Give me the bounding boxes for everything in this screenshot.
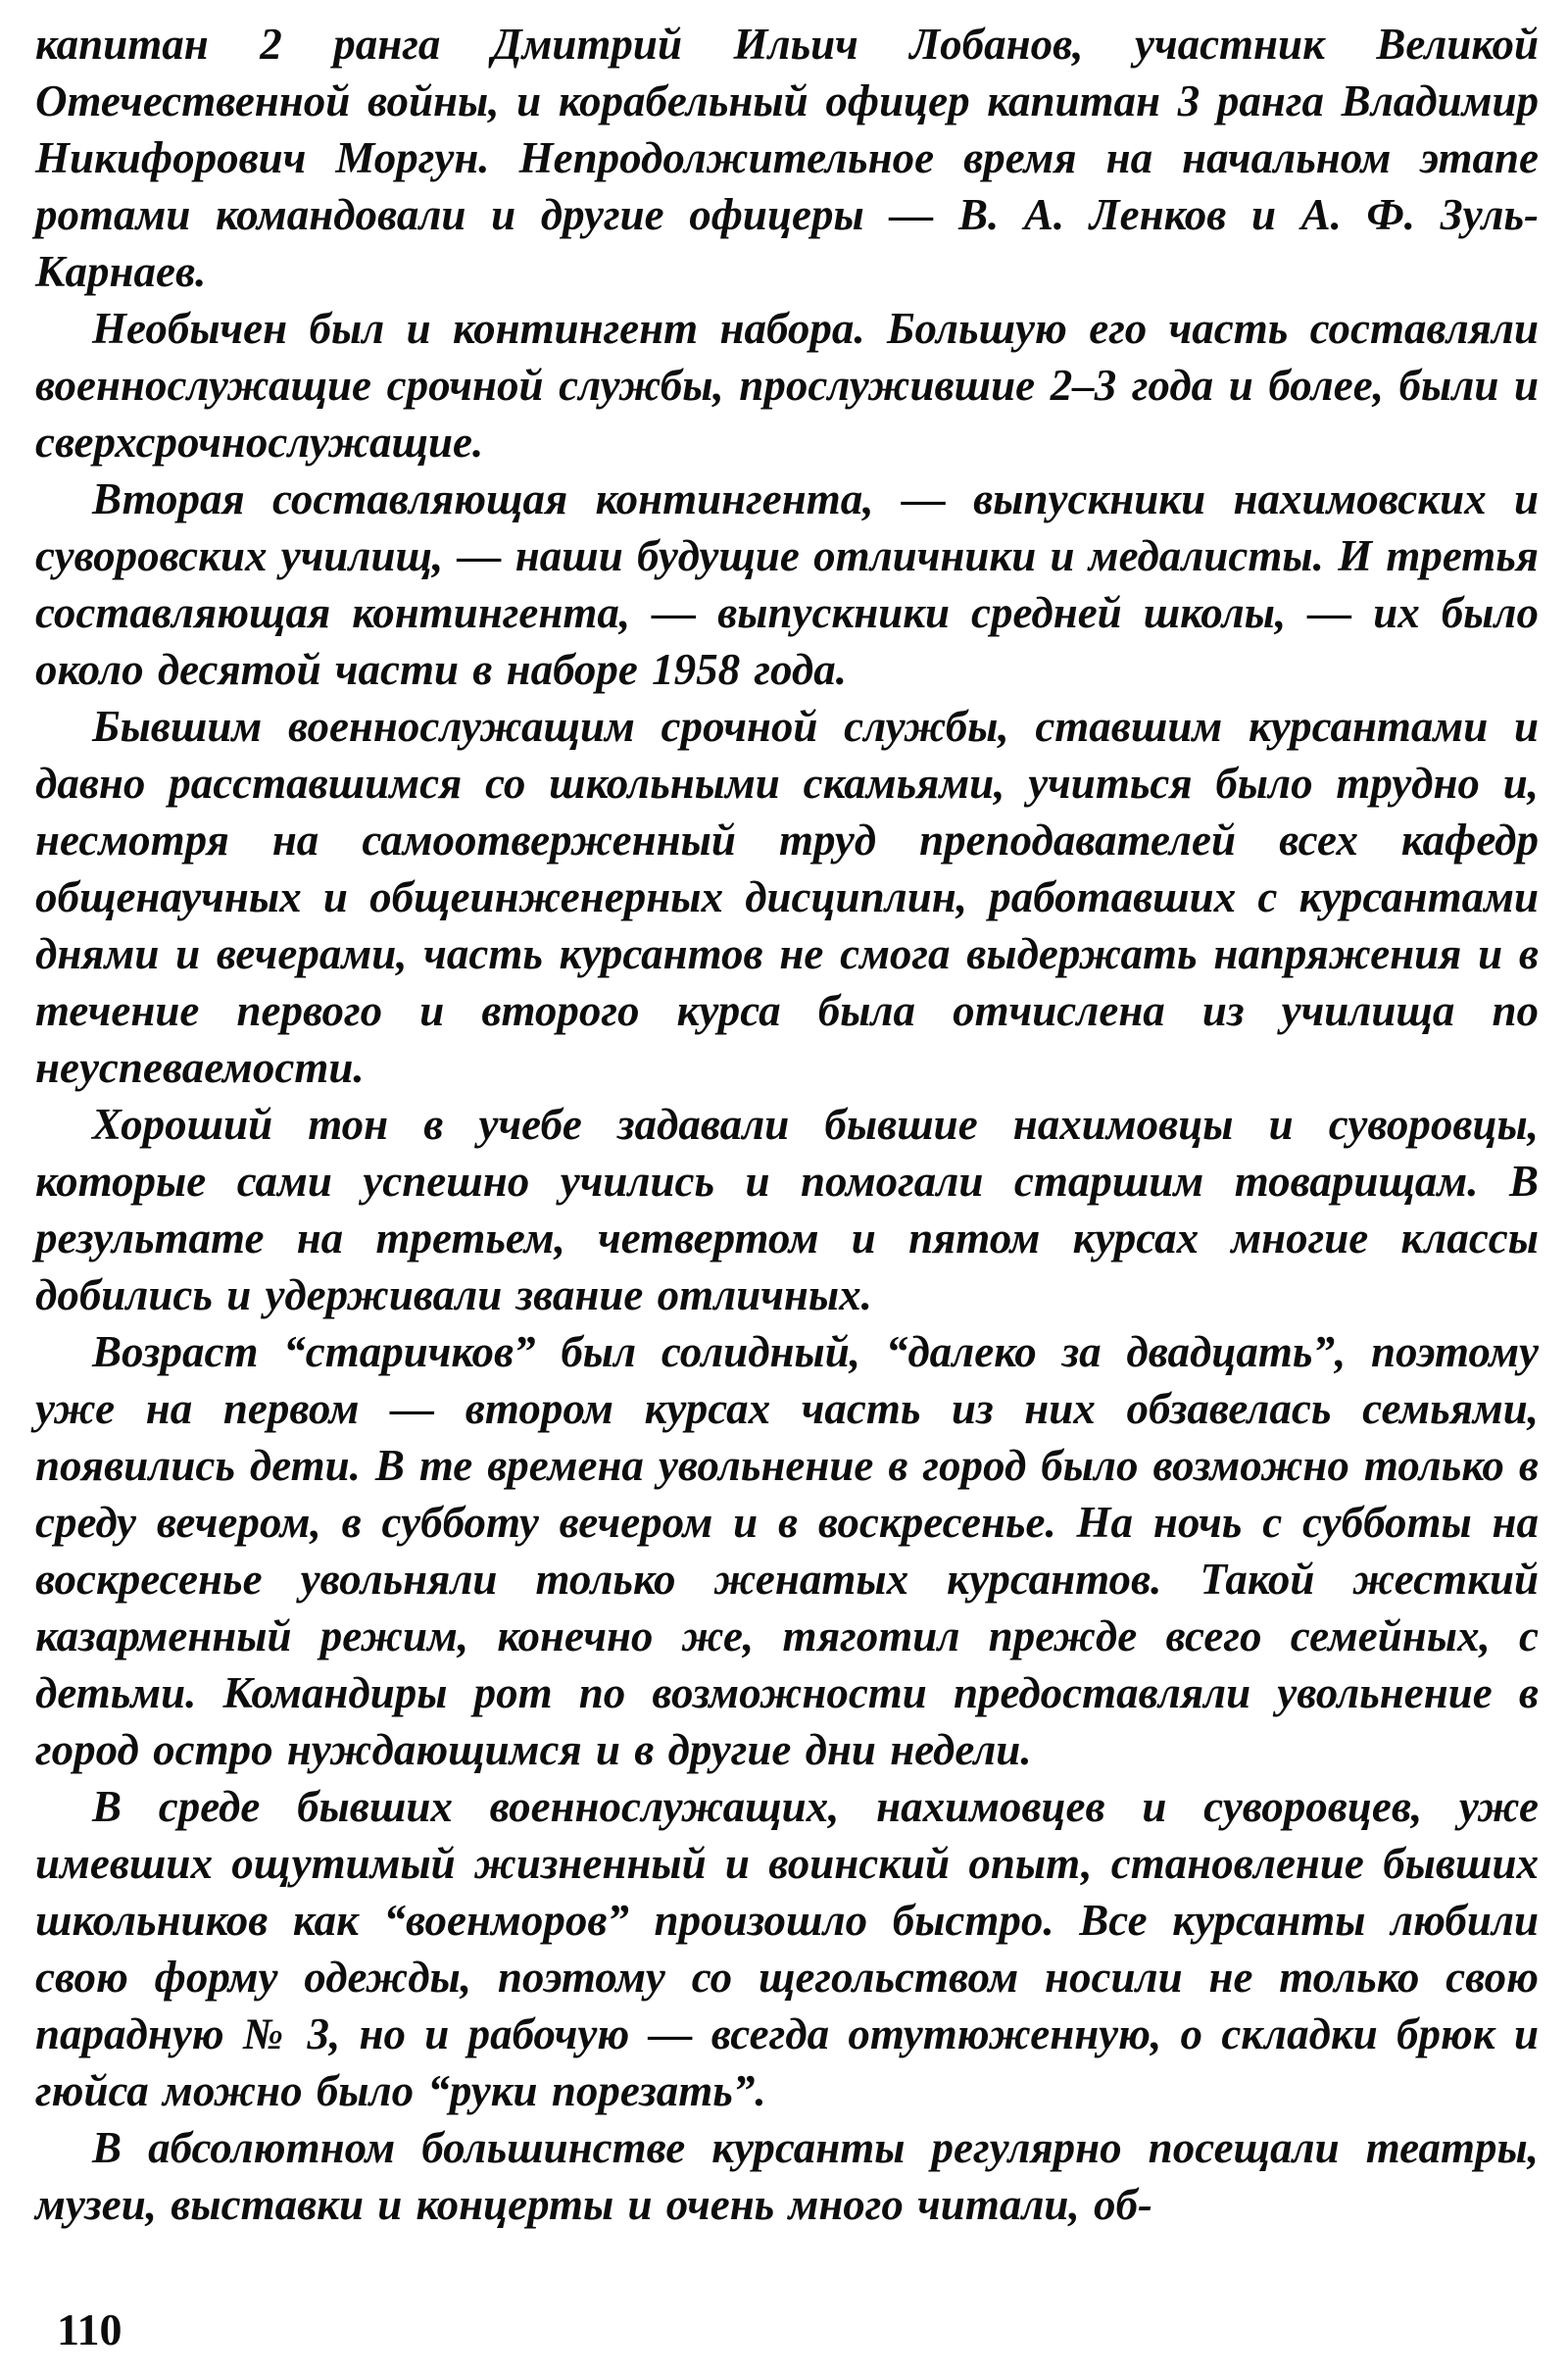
paragraph: капитан 2 ранга Дмитрий Ильич Лобанов, участник Великой Отечественной войны, и корабельный офицер капитан 3 ранга Владимир Никифорович Моргун. Непродолжительное время на начальном этапе ротами командовали и другие офицеры — В. А. Ленков и А. Ф. Зуль-Карнаев. xyxy=(35,20,1539,296)
paragraph: Бывшим военнослужащим срочной службы, ставшим курсантами и давно расставшимся со школьными скамьями, учиться было трудно и, несмотря на самоотверженный труд преподавателей всех кафедр общенаучных и общеинженерных дисциплин, работавших с курсантами днями и вечерами, часть курсантов не смога выдержать напряжения и в течение первого и второго курса была отчислена из училища по неуспеваемости. xyxy=(35,702,1539,1092)
paragraph: Хороший тон в учебе задавали бывшие нахимовцы и суворовцы, которые сами успешно учились и помогали старшим товарищам. В результате на третьем, четвертом и пятом курсах многие классы добились и удерживали звание отличных. xyxy=(35,1100,1539,1319)
paragraph: В абсолютном большинстве курсанты регулярно посещали театры, музеи, выставки и концерты и очень много читали, об- xyxy=(35,2123,1539,2229)
paragraph: Вторая составляющая контингента, — выпускники нахимовских и суворовских училищ, — наши будущие отличники и медалисты. И третья составляющая контингента, — выпускники средней школы, — их было около десятой части в наборе 1958 года. xyxy=(35,474,1539,694)
paragraph: Возраст “старичков” был солидный, “далеко за двадцать”, поэтому уже на первом — втором курсах часть из них обзавелась семьями, появились дети. В те времена увольнение в город было возможно только в среду вечером, в субботу вечером и в воскресенье. На ночь с субботы на воскресенье увольняли только женатых курсантов. Такой жесткий казарменный режим, конечно же, тяготил прежде всего семейных, с детьми. Командиры рот по возможности предоставляли увольнение в город остро нуждающимся и в другие дни недели. xyxy=(35,1327,1539,1774)
page-number: 110 xyxy=(57,2304,122,2354)
paragraph: В среде бывших военнослужащих, нахимовцев и суворовцев, уже имевших ощутимый жизненный и воинский опыт, становление бывших школьников как “военморов” произошло быстро. Все курсанты любили свою форму одежды, поэтому со щегольством носили не только свою парадную № 3, но и рабочую — всегда отутюженную, о складки брюк и гюйса можно было “руки порезать”. xyxy=(35,1782,1539,2115)
paragraph: Необычен был и контингент набора. Большую его часть составляли военнослужащие срочной службы, прослужившие 2–3 года и более, были и сверхсрочнослужащие. xyxy=(35,304,1539,467)
page-text xyxy=(35,16,1539,2233)
